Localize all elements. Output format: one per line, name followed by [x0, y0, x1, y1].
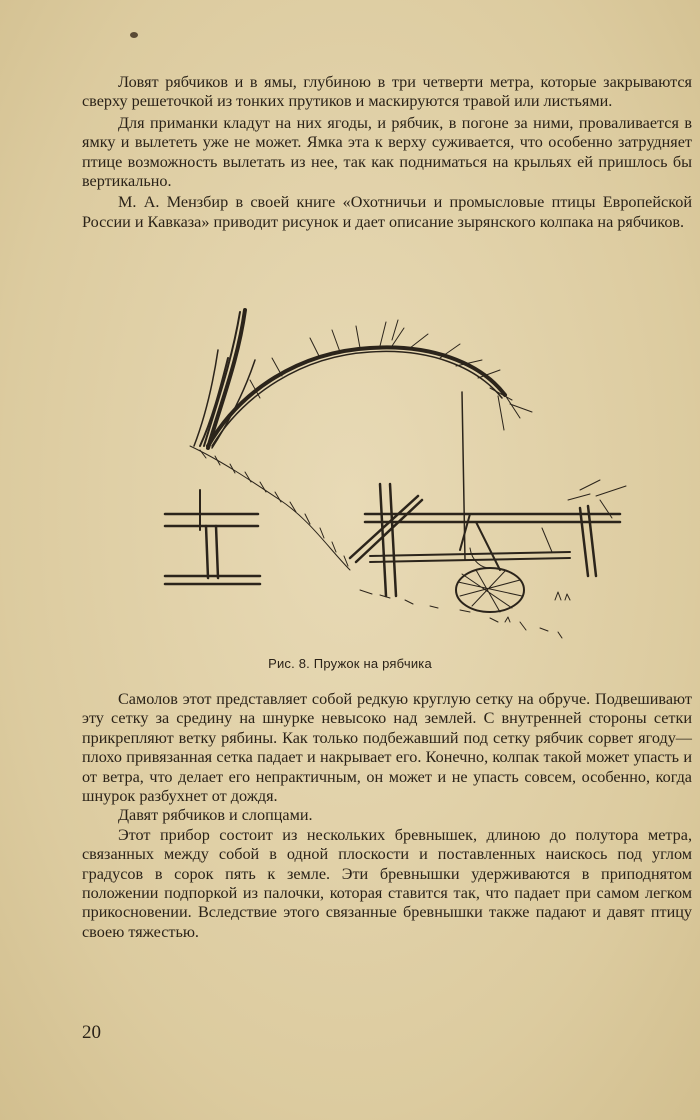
paragraph: Самолов этот представляет собой редкую круглую сетку на обруче. Подвешивают эту сетку за средину на шнурке невысоко над землей. С внутренней стороны сетки прикрепляют ветку рябины. Как только подбежавший под сетку рябчик сорвет ягоду— плохо привязанная сетка падает и накрывает его. Конечно, колпак такой может упасть и от ветра, что делает его непрактичным, он может и не упасть совсем, особенно, когда шнурок разбухнет от дождя.	[82, 690, 692, 806]
figure-caption: Рис. 8. Пружок на рябчика	[268, 656, 432, 671]
figure-snare-illustration	[160, 300, 630, 650]
paper-speck	[130, 32, 138, 38]
paragraph: Для приманки кладут на них ягоды, и рябчик, в погоне за ними, проваливается в ямку и вылететь уже не может. Ямка эта к верху суживается, что особенно затрудняет птице возможность вылетать из нее, так как подниматься на крыльях ей пришлось бы вертикально.	[82, 113, 692, 191]
text-block-bottom	[82, 690, 692, 942]
paragraph: Этот прибор состоит из нескольких бревнышек, длиною до полутора метра, связанных между собой в одной плоскости и поставленных наискось под углом градусов в сорок пять к земле. Эти бревнышки удерживаются в приподнятом положении подпоркой из палочки, которая ставится так, что падает при самом легком прикосновении. Вследствие этого связанные бревнышки также падают и давят птицу своею тяжестью.	[82, 825, 692, 941]
paragraph: Ловят рябчиков и в ямы, глубиною в три четверти метра, которые закрываются сверху решеточкой из тонких прутиков и маскируются травой или листьями.	[82, 73, 692, 111]
page-number: 20	[82, 1022, 101, 1043]
paragraph: Давят рябчиков и слопцами.	[118, 806, 313, 825]
paragraph: М. А. Мензбир в своей книге «Охотничьи и промысловые птицы Европейской России и Кавказа» приводит рисунок и дает описание зырянского колпака на рябчиков.	[82, 193, 692, 231]
text-block-top	[82, 73, 692, 232]
